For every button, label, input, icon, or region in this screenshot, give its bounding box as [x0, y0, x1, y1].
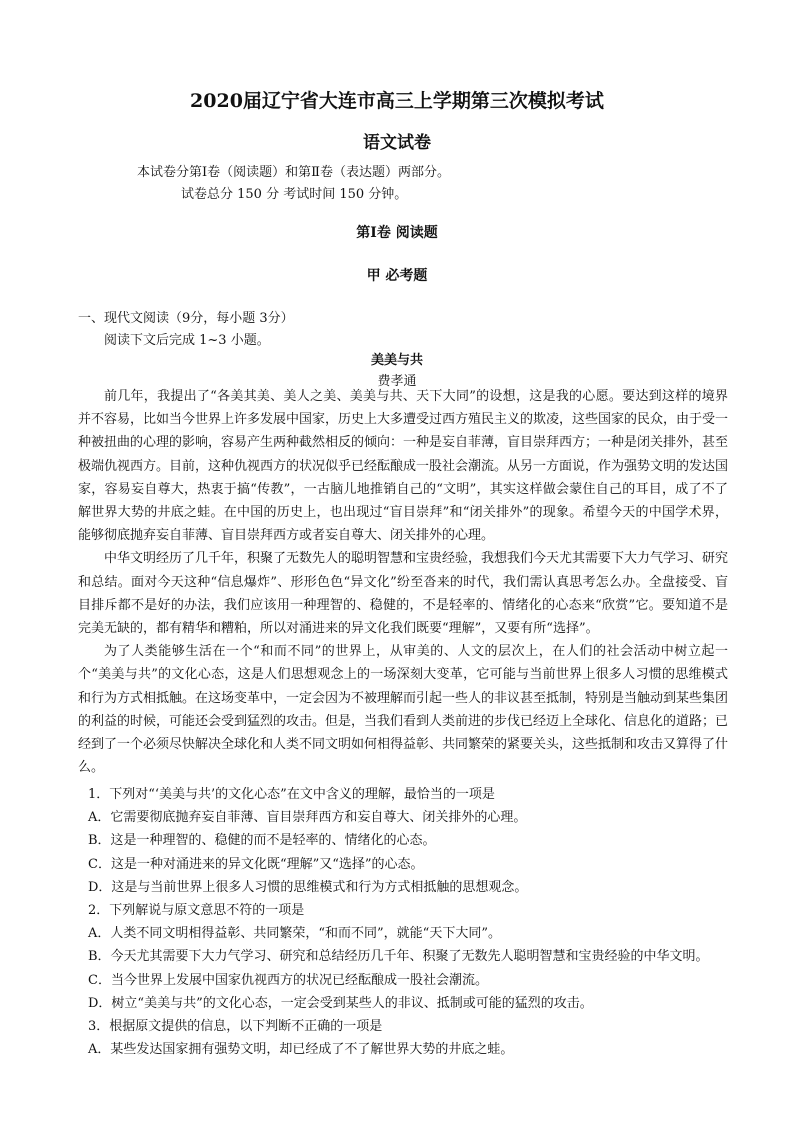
question-option: D．树立“美美与共”的文化心态，一定会受到某些人的非议、抵制或可能的猛烈的攻击。: [88, 995, 593, 1011]
article-paragraph: 前几年，我提出了“各美其美、美人之美、美美与共、天下大同”的设想，这是我的心愿。要达到这样的境界并不容易，比如当今世界上许多发展中国家，历史上大多遭受过西方殖民主义的欺凌，这些国家的民众，由于受一种被扭曲的心理的影响，容易产生两种截然相反的倾向：一种是妄自菲薄，盲目崇拜西方；一种是闭关排外，甚至极端仇视西方。目前，这种仇视西方的状况似乎已经酝酿成一股社会潮流。从另一方面说，作为强势文明的发达国家，容易妄自尊大，热衷于搞“传教”，一古脑儿地推销自己的“文明”，其实这样做会蒙住自己的耳目，成了不了解世界大势的井底之蛙。在中国的历史上，也出现过“盲目崇拜”和“闭关排外”的现象。希望今天的中国学术界，能够彻底抛弃妄自菲薄、盲目崇拜西方或者妄自尊大、闭关排外的心理。: [78, 389, 729, 544]
question-option: A．它需要彻底抛弃妄自菲薄、盲目崇拜西方和妄自尊大、闭关排外的心理。: [88, 810, 527, 826]
question-stem: 2．下列解说与原文意思不符的一项是: [88, 903, 305, 919]
question-option: C．这是一种对涌进来的异文化既“理解”又“选择”的心态。: [88, 856, 424, 872]
article-paragraph: 中华文明经历了几千年，积聚了无数先人的聪明智慧和宝贵经验，我想我们今天尤其需要下大力气学习、研究和总结。面对今天这种“信息爆炸”、形形色色“异文化”纷至沓来的时代，我们需认真思考怎么办。全盘接受、盲目排斥都不是好的办法，我们应该用一种理智的、稳健的，不是轻率的、情绪化的心态来“欣赏”它。要知道不是完美无缺的，都有精华和糟粕，所以对涌进来的异文化我们既要“理解”，又要有所“选择”。: [78, 551, 729, 637]
intro-line-1: 本试卷分第Ⅰ卷（阅读题）和第Ⅱ卷（表达题）两部分。: [137, 165, 450, 180]
article-title: 美美与共: [370, 353, 423, 368]
question-option: A．人类不同文明相得益彰、共同繁荣，“和而不同”，就能“天下大同”。: [88, 926, 501, 942]
exam-title: 2020届辽宁省大连市高三上学期第三次模拟考试: [190, 90, 604, 112]
intro-line-2: 试卷总分 150 分 考试时间 150 分钟。: [181, 187, 408, 202]
question-stem: 3．根据原文提供的信息，以下判断不正确的一项是: [88, 1019, 383, 1035]
question-list: [78, 783, 728, 1061]
question-option: B．这是一种理智的、稳健的而不是轻率的、情绪化的心态。: [88, 833, 436, 849]
article-author: 费孝通: [377, 374, 417, 389]
question-option: A．某些发达国家拥有强势文明，却已经成了不了解世界大势的井底之蛙。: [88, 1042, 514, 1058]
question-stem: 1．下列对“‘美美与共’的文化心态”在文中含义的理解，最恰当的一项是: [88, 787, 495, 802]
question-option: C．当今世界上发展中国家仇视西方的状况已经酝酿成一股社会潮流。: [88, 972, 488, 988]
article-body: [78, 385, 728, 779]
question-option: B．今天尤其需要下大力气学习、研究和总结经历几千年、积聚了无数先人聪明智慧和宝贵经验的中华文明。: [88, 949, 709, 965]
question-option: D．这是与当前世界上很多人习惯的思维模式和行为方式相抵触的思想观念。: [88, 879, 528, 895]
article-paragraph: 为了人类能够生活在一个“和而不同”的世界上，从审美的、人文的层次上，在人们的社会活动中树立起一个“美美与共”的文化心态，这是人们思想观念上的一场深刻大变革，它可能与当前世界上很多人习惯的思维模式和行为方式相抵触。在这场变革中，一定会因为不被理解而引起一些人的非议甚至抵制，特别是当触动到某些集团的利益的时候，可能还会受到猛烈的攻击。但是，当我们看到人类前进的步伐已经迈上全球化、信息化的道路；已经到了一个必须尽快解决全球化和人类不同文明如何相得益彰、共同繁荣的紧要关头，这些抵制和攻击又算得了什么。: [78, 644, 729, 776]
part1-sub-heading: 甲 必考题: [366, 268, 428, 284]
exam-subtitle: 语文试卷: [363, 133, 431, 153]
part1-heading: 第Ⅰ卷 阅读题: [356, 225, 438, 241]
section1-instruction: 阅读下文后完成 1~3 小题。: [104, 333, 270, 348]
section1-label: 一、现代文阅读（9分，每小题 3分）: [78, 311, 294, 326]
